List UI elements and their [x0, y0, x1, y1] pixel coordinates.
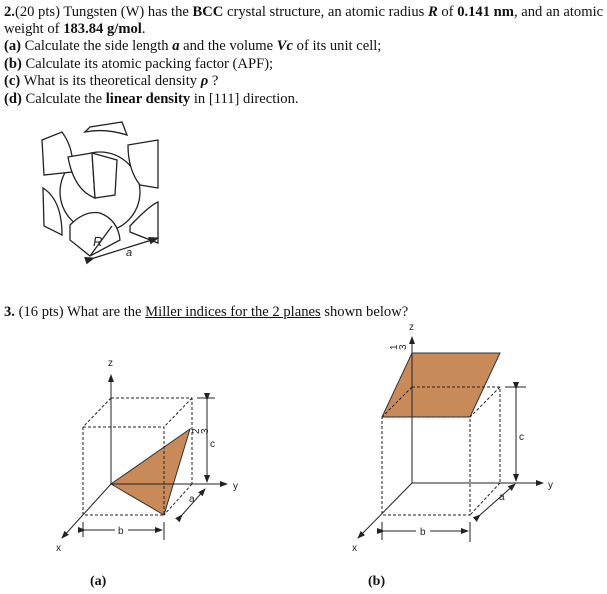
corner-atom	[43, 188, 62, 235]
intercept-fraction-a	[191, 428, 211, 434]
text: weight of	[4, 21, 64, 37]
corner-atom	[85, 122, 127, 135]
text: ?	[208, 73, 219, 89]
plane-a	[111, 429, 190, 515]
intercept-fraction-b	[389, 344, 409, 350]
a-label: a	[499, 492, 505, 503]
bcc-unit-cell-figure	[42, 122, 158, 259]
underlined-text: Miller indices for the 2 planes	[145, 304, 321, 320]
numerator: 2	[191, 428, 202, 434]
label-R: R	[93, 234, 103, 249]
var-vc: Vc	[276, 38, 293, 54]
text: (16 pts) What are the	[14, 304, 146, 320]
x-axis	[358, 483, 412, 538]
label-a: a	[126, 247, 133, 259]
text: , and an atomic	[513, 4, 604, 20]
y-label: y	[548, 480, 553, 491]
text: crystal structure, an atomic radius	[223, 4, 428, 20]
corner-atom	[42, 132, 73, 175]
var-rho: ρ	[200, 73, 209, 89]
problem-number: 3.	[4, 304, 15, 320]
text: in [111] direction.	[190, 91, 299, 107]
b-label: b	[420, 527, 426, 538]
text: .	[141, 21, 146, 37]
linear-density-term: linear density	[105, 91, 191, 107]
text: of its unit cell;	[293, 38, 382, 54]
z-label: z	[108, 358, 113, 369]
caption-a: (a)	[90, 574, 107, 589]
bcc-term: BCC	[192, 4, 224, 20]
text: Calculate the	[21, 91, 106, 107]
a-label: a	[189, 494, 195, 505]
atomic-weight: 183.84 g/mol	[63, 21, 142, 37]
part-label: (c)	[4, 73, 21, 89]
figure-a-plane-diagram	[62, 375, 227, 540]
radius-value: 0.141 nm	[457, 4, 514, 20]
text: shown below?	[320, 304, 409, 320]
text: Calculate its atomic packing factor (APF);	[21, 56, 274, 72]
denominator: 3	[200, 428, 211, 434]
c-label: c	[519, 432, 524, 443]
var-a: a	[172, 38, 180, 54]
part-label: (a)	[4, 38, 22, 54]
x-label: x	[352, 543, 357, 554]
figure-b-plane-diagram	[358, 337, 543, 542]
text: of	[437, 4, 458, 20]
text: What is its theoretical density	[20, 73, 201, 89]
problem-number: 2.	[4, 4, 15, 20]
x-label: x	[56, 543, 61, 554]
denominator: 3	[398, 344, 409, 350]
text: and the volume	[179, 38, 277, 54]
y-label: y	[233, 481, 238, 492]
plane-b	[382, 353, 500, 417]
b-label: b	[118, 526, 124, 537]
c-label: c	[210, 439, 215, 450]
part-label: (b)	[4, 56, 22, 72]
radius-symbol: R	[427, 4, 438, 20]
z-label: z	[409, 322, 414, 333]
corner-atom	[92, 153, 117, 198]
text: Calculate the side length	[21, 38, 173, 54]
part-label: (d)	[4, 91, 22, 107]
caption-b: (b)	[368, 574, 386, 589]
numerator: 1	[389, 344, 400, 350]
text: (20 pts) Tungsten (W) has the	[14, 4, 193, 20]
